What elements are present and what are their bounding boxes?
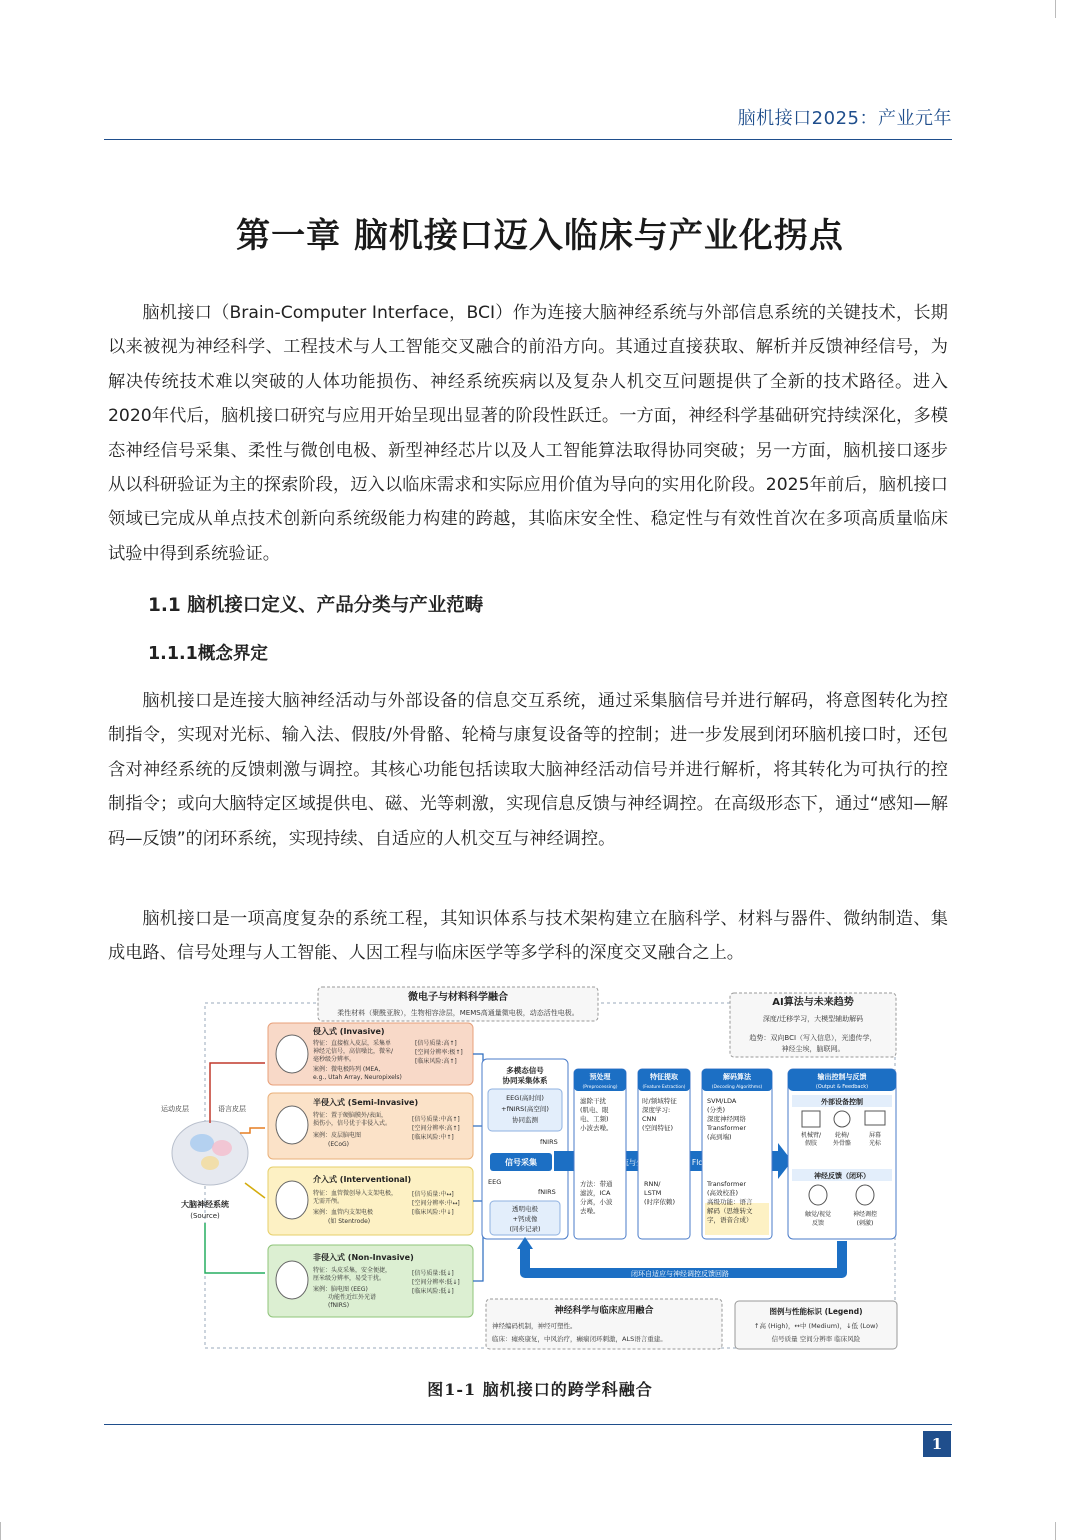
category-interventional [268, 1167, 473, 1235]
materials-text: 柔性材料（聚酰亚胺），生物相容涂层，MEMS高通量微电极，动态活性电极。 [337, 1009, 579, 1017]
mm-l5: +钙成像 [512, 1215, 538, 1223]
paragraph-definition [108, 684, 948, 856]
metric-risk: [临床风险:低↓] [412, 1288, 454, 1295]
output-sub: 外部设备控制 [821, 1098, 863, 1106]
neuro-l2: 临床：瘫痪康复，中风治疗，癫痫闭环刺激，ALS语言重建。 [492, 1335, 667, 1343]
source-sub: (Source) [190, 1212, 220, 1220]
figure-diagram [150, 983, 910, 1355]
feedback2b: (刺激) [856, 1220, 874, 1227]
neuro-l1: 神经编码机制，神经可塑性。 [492, 1322, 577, 1330]
metric-signal: [信号质量:中↔] [412, 1191, 454, 1198]
head-icon [276, 1035, 308, 1073]
mm-title2: 协同采集体系 [502, 1076, 548, 1085]
mm-l4: 透明电极 [512, 1205, 538, 1213]
stage-bottom-text: RNN/ LSTM (时序依赖) [644, 1180, 676, 1206]
feedback1: 触觉/视觉 [804, 1211, 832, 1218]
output-title: 输出控制与反馈 [817, 1073, 867, 1081]
output-subtitle: (Output & Feedback) [815, 1084, 869, 1090]
category-invasive [268, 1023, 473, 1085]
metric-signal: [信号质量:中高↑] [412, 1116, 460, 1123]
category-feat: 特征：血管微创导入支架电极， [313, 1190, 398, 1197]
stage-subtitle: (Feature Extraction) [642, 1085, 686, 1090]
category-case2: e.g., Utah Array, Neuropixels) [313, 1074, 402, 1081]
stage-title: 预处理 [589, 1073, 611, 1081]
figure-caption: 图1-1 脑机接口的跨学科融合 [427, 1380, 653, 1399]
section-heading: 1.1 脑机接口定义、产品分类与产业范畴 [148, 595, 484, 616]
brain-stim-icon [856, 1185, 874, 1205]
stage-bottom-text: Transformer (高效校准)高级功能：语言解码（思维转文字，语音合成） [707, 1180, 753, 1224]
stage-top-text: SVM/LDA (分类)深度神经网络 Transformer (高到端) [707, 1097, 747, 1141]
neuro-clinical-box [486, 1299, 722, 1349]
ai-line1: 深度/迁移学习，大模型辅助解码 [762, 1015, 864, 1023]
stage-title: 特征提取 [650, 1073, 678, 1081]
feedback2: 神经调控 [852, 1211, 878, 1218]
chapter-title: 第一章 脑机接口迈入临床与产业化拐点 [236, 216, 844, 256]
category-semi-invasive [268, 1093, 473, 1159]
motor-cortex-label: 运动皮层 [161, 1105, 189, 1113]
mm-l3: 协同监测 [512, 1116, 538, 1124]
legend-l2: 信号质量 空间分辨率 临床风险 [771, 1335, 861, 1343]
category-title: 介入式 (Interventional) [313, 1175, 412, 1184]
mm-acq: 信号采集 [505, 1158, 537, 1167]
category-title: 半侵入式 (Semi-Invasive) [313, 1098, 419, 1107]
crop-mark-left [0, 1522, 1, 1540]
ai-line3: 神经尘埃，脑联网。 [781, 1045, 845, 1053]
metric-risk: [临床风险:中↑] [412, 1134, 454, 1141]
stage-subtitle: (Preprocessing) [582, 1085, 618, 1090]
mm-fnirs1: fNIRS [540, 1138, 558, 1146]
stage-feature-extraction [638, 1069, 690, 1239]
stage-subtitle: (Decoding Algorithms) [711, 1085, 763, 1090]
paragraph-text: 脑机接口（Brain-Computer Interface，BCI）作为连接大脑神经系统与外部信息系统的关键技术，长期以来被视为神经科学、工程技术与人工智能交叉融合的前沿方向。其通过直接获取、解析并反馈神经信号，为解决传统技术难以突破的人体功能损伤、神经系统疾病以及复杂人机交互问题提供了全新的技术路径。进入2020年代后，脑机接口研究与应用开始呈现出显著的阶段性跃迁。一方面，神经科学基础研究持续深化，多模态神经信号采集、柔性与微创电极、新型神经芯片以及人工智能算法取得协同突破；另一方面，脑机接口逐步从以科研验证为主的探索阶段，迈入以临床需求和实际应用价值为导向的实用化阶段。2025年前后，脑机接口领域已完成从单点技术创新向系统级能力构建的跨越，其临床安全性、稳定性与有效性首次在多项高质量临床试验中得到系统验证。 [108, 303, 948, 564]
output-box [788, 1069, 896, 1239]
paragraph-text: 脑机接口是一项高度复杂的系统工程，其知识体系与技术架构建立在脑科学、材料与器件、微纳制造、集成电路、信号处理与人工智能、人因工程与临床医学等多学科的深度交叉融合之上。 [108, 909, 948, 964]
language-cortex-label: 语言皮层 [218, 1105, 246, 1113]
materials-title: 微电子与材料科学融合 [408, 992, 508, 1003]
category-feat2: 无需开颅。 [313, 1198, 344, 1205]
running-header: 脑机接口2025：产业元年 [737, 108, 952, 129]
category-feat3: 毫秒级分辨率。 [313, 1056, 356, 1063]
wheelchair-icon [834, 1111, 850, 1127]
paragraph-intro [108, 296, 948, 571]
pipeline-label: 数据流与处理链条 Flow [606, 1158, 710, 1167]
stage-top-text: 时/频域特征深度学习: CNN (空间特征) [642, 1097, 677, 1132]
feedback1b: 反馈 [811, 1220, 825, 1227]
footer-rule [104, 1424, 952, 1425]
screen-icon [865, 1111, 885, 1125]
mm-l1: EEG(高时间) [506, 1094, 544, 1102]
head-feedback-icon [809, 1185, 827, 1205]
category-case2: 功能性近红外光谱 [328, 1294, 377, 1301]
connector-noninvasive [205, 1223, 265, 1273]
category-case2: (如 Stentrode) [328, 1218, 371, 1225]
metric-signal: [信号质量:高↑] [415, 1040, 457, 1047]
mm-fnirs2: fNIRS [538, 1188, 556, 1196]
metric-risk: [临床风险:中↓] [412, 1209, 454, 1216]
feedback-sub: 神经反馈（闭环） [814, 1172, 870, 1180]
legend-box [735, 1301, 897, 1349]
source-name: 大脑神经系统 [181, 1200, 229, 1209]
legend-title: 图例与性能标识 (Legend) [769, 1307, 863, 1316]
neuro-title: 神经科学与临床应用融合 [554, 1306, 654, 1316]
metric-risk: [临床风险:高↑] [415, 1058, 457, 1065]
mm-title: 多模态信号 [506, 1066, 544, 1075]
multimodal-box [482, 1059, 568, 1239]
device1b: 假肢 [804, 1140, 818, 1147]
head-icon [276, 1261, 308, 1299]
category-case: 案例：皮层脑电图 [313, 1132, 362, 1139]
category-case3: (fNIRS) [328, 1302, 350, 1309]
category-title: 非侵入式 (Non-Invasive) [313, 1253, 414, 1262]
category-case: 案例：微电极阵列 (MEA, [313, 1066, 381, 1073]
closed-loop-arrow [517, 1237, 842, 1278]
device1: 机械臂/ [800, 1132, 822, 1139]
head-icon [276, 1106, 308, 1144]
robot-arm-icon [802, 1111, 820, 1127]
crop-mark-bottom [1055, 1522, 1056, 1540]
connector-interventional [245, 1183, 265, 1198]
crop-mark-top [1055, 0, 1056, 18]
category-non-invasive [268, 1245, 473, 1317]
ai-title: AI算法与未来趋势 [772, 997, 854, 1008]
connector-invasive [210, 1063, 265, 1123]
figure-bci-interdisciplinary [150, 983, 910, 1355]
page-number: 1 [923, 1431, 951, 1457]
category-feat2: 损伤小，信号优于非侵入式。 [313, 1120, 392, 1127]
category-feat2: 厘米级分辨率，易受干扰。 [313, 1275, 386, 1282]
category-title: 侵入式 (Invasive) [313, 1027, 385, 1036]
metric-signal: [信号质量:低↓] [412, 1270, 454, 1277]
metric-spatial: [空间分辨率:低↓] [412, 1279, 460, 1286]
category-case: 案例：血管内支架电极 [313, 1209, 374, 1216]
loop-label: 闭环自适应与神经调控反馈回路 [631, 1270, 729, 1278]
paragraph-text: 脑机接口是连接大脑神经活动与外部设备的信息交互系统，通过采集脑信号并进行解码，将意图转化为控制指令，实现对光标、输入法、假肢/外骨骼、轮椅与康复设备等的控制；进一步发展到闭环脑机接口时，还包含对神经系统的反馈刺激与调控。其核心功能包括读取大脑神经活动信号并进行解析，将其转化为可执行的控制指令；或向大脑特定区域提供电、磁、光等刺激，实现信息反馈与神经调控。在高级形态下，通过“感知—解码—反馈”的闭环系统，实现持续、自适应的人机交互与神经调控。 [108, 691, 948, 849]
ai-line2: 趋势：双向BCI（写入信息），光遗传学， [749, 1034, 877, 1042]
category-feat2: 神经元信号，高信噪比，微米/ [313, 1048, 394, 1055]
mm-l6: (同步记录) [509, 1225, 541, 1233]
head-icon [276, 1181, 308, 1219]
header-rule [104, 139, 952, 140]
device3: 屏幕 [868, 1132, 882, 1139]
legend-l1: ↑高 (High)，↔中 (Medium)，↓低 (Low) [754, 1322, 878, 1330]
stage-title: 解码算法 [723, 1073, 751, 1081]
device2: 轮椅/ [834, 1132, 850, 1139]
device2b: 外骨骼 [832, 1140, 852, 1147]
brain-source-icon [172, 1121, 248, 1185]
stage-decoding [702, 1069, 772, 1239]
stage-bottom-text: 方法：带通滤波，ICA 分离，小波去噪。 [580, 1180, 613, 1215]
stage-top-text: 滤除干扰(肌电、眼电、工频)小波去噪。 [580, 1097, 613, 1132]
subsection-heading: 1.1.1概念界定 [148, 644, 268, 664]
connector-semi [240, 1128, 265, 1133]
category-feat: 特征：直接植入皮层，采集单 [313, 1040, 392, 1047]
category-feat: 特征：头皮采集，安全便捷， [313, 1267, 392, 1274]
metric-spatial: [空间分辨率:高↑] [412, 1125, 460, 1132]
category-case: 案例：脑电图 (EEG) [313, 1286, 368, 1293]
mm-eeg: EEG [488, 1178, 502, 1186]
paragraph-system [108, 902, 948, 971]
device3b: 光标 [868, 1140, 882, 1147]
stage-preprocessing [574, 1069, 626, 1239]
category-case2: (ECoG) [328, 1141, 349, 1148]
metric-spatial: [空间分辨率:中↔] [412, 1200, 460, 1207]
category-feat: 特征：置于硬脑膜外/表面， [313, 1112, 388, 1119]
metric-spatial: [空间分辨率:极↑] [415, 1049, 463, 1056]
mm-l2: +fNIRS(高空间) [501, 1105, 549, 1113]
